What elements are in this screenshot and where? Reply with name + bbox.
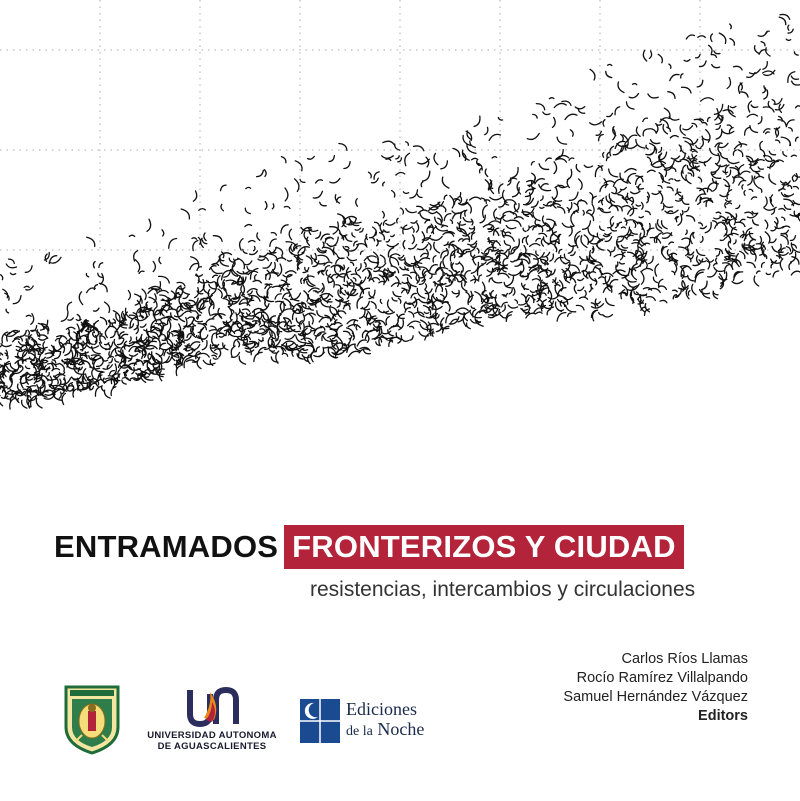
book-title [54, 525, 684, 569]
publisher-line-2a: de la [346, 724, 373, 739]
publisher-logo [300, 699, 440, 743]
editor-name: Samuel Hernández Vázquez [563, 689, 748, 705]
map-line-strokes [0, 14, 800, 409]
uaa-line-1: UNIVERSIDAD AUTONOMA [147, 730, 277, 741]
title-part-2: FRONTERIZOS Y CIUDAD [284, 525, 684, 569]
university-seal-icon [62, 683, 122, 755]
uaa-logo-icon [142, 684, 282, 730]
editors-label: Editors [698, 708, 748, 724]
editor-name: Rocío Ramírez Villalpando [576, 670, 748, 686]
editors-block [563, 650, 748, 726]
publisher-line-1: Ediciones [346, 699, 417, 719]
uaa-logo [142, 684, 282, 756]
subtitle: resistencias, intercambios y circulaciones [310, 578, 696, 601]
publisher-name [346, 699, 424, 742]
title-part-1: ENTRAMADOS [54, 529, 279, 564]
uaa-name [142, 730, 282, 752]
publisher-line-2b: Noche [377, 719, 425, 739]
uaa-line-2: DE AGUASCALIENTES [157, 741, 267, 752]
moon-logo-icon [300, 699, 340, 743]
editor-name: Carlos Ríos Llamas [621, 651, 748, 667]
